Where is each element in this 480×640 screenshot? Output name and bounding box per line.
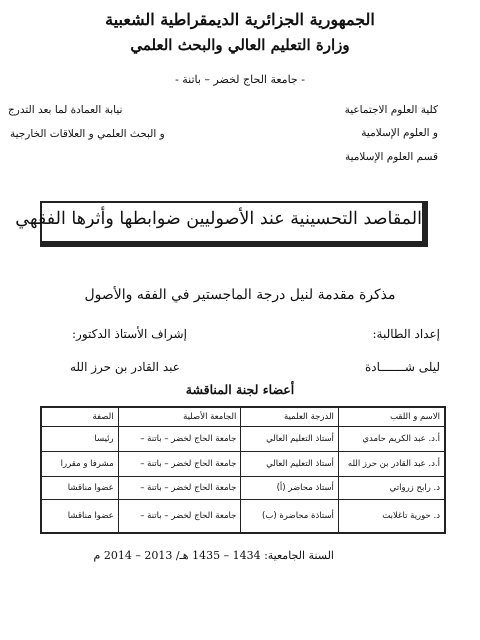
memo-description: مذكرة مقدمة لنيل درجة الماجستير في الفقه والأصول xyxy=(84,287,396,303)
dean-office-line1: نيابة العمادة لما بعد التدرج xyxy=(8,104,123,116)
table-row xyxy=(41,427,445,452)
prepared-by-label: إعداد الطالبة: xyxy=(372,327,440,341)
member-role: رئيسا xyxy=(41,427,118,452)
member-name: أ.د. عبد الكريم حامدي xyxy=(338,427,445,452)
header-degree: الدرجة العلمية xyxy=(241,407,339,427)
committee-table xyxy=(40,406,446,534)
table-row xyxy=(41,500,445,534)
university-name: - جامعة الحاج لخضر – باتنة - xyxy=(175,73,305,86)
supervisor-name: عبد القادر بن حرز الله xyxy=(70,360,180,374)
member-university: جامعة الحاج لخضر – باتنة – xyxy=(118,500,241,534)
header-university: الجامعة الأصلية xyxy=(118,407,241,427)
thesis-title: المقاصد التحسينية عند الأصوليين ضوابطها وأثرها الفقهي xyxy=(15,209,422,229)
member-role: عضوا مناقشا xyxy=(41,500,118,534)
committee-title: أعضاء لجنة المناقشة xyxy=(185,382,295,397)
republic-heading: الجمهورية الجزائرية الديمقراطية الشعبية xyxy=(105,10,375,29)
dean-office-line2: و البحث العلمي و العلاقات الخارجية xyxy=(10,128,165,140)
member-degree: أستاذة محاضرة (ب) xyxy=(241,500,339,534)
table-row xyxy=(41,452,445,477)
academic-year: السنة الجامعية: 1434 – 1435 هـ/ 2013 – 2014 م xyxy=(93,549,334,562)
department-name: قسم العلوم الإسلامية xyxy=(344,151,438,163)
member-university: جامعة الحاج لخضر – باتنة – xyxy=(118,477,241,500)
member-name: د. حورية تاغلابت xyxy=(338,500,445,534)
header-role: الصفة xyxy=(41,407,118,427)
table-row xyxy=(41,477,445,500)
member-degree: أستاذ التعليم العالي xyxy=(241,452,339,477)
supervisor-label: إشراف الأستاذ الدكتور: xyxy=(72,327,187,341)
table-header-row xyxy=(41,407,445,427)
faculty-name-line2: و العلوم الإسلامية xyxy=(361,127,438,139)
student-name: ليلى شـــــــادة xyxy=(364,360,440,374)
member-name: أ.د. عبد القادر بن حرز الله xyxy=(338,452,445,477)
member-role: مشرفا و مقررا xyxy=(41,452,118,477)
member-degree: أستاذ محاضر (أ) xyxy=(241,477,339,500)
header-name: الاسم و اللقب xyxy=(338,407,445,427)
member-degree: أستاذ التعليم العالي xyxy=(241,427,339,452)
member-university: جامعة الحاج لخضر – باتنة – xyxy=(118,452,241,477)
member-name: د. رابح زرواتي xyxy=(338,477,445,500)
ministry-heading: وزارة التعليم العالي والبحث العلمي xyxy=(130,36,350,54)
faculty-name-line1: كلية العلوم الاجتماعية xyxy=(344,104,438,116)
thesis-title-box xyxy=(15,201,428,247)
member-role: عضوا مناقشا xyxy=(41,477,118,500)
member-university: جامعة الحاج لخضر – باتنة – xyxy=(118,427,241,452)
